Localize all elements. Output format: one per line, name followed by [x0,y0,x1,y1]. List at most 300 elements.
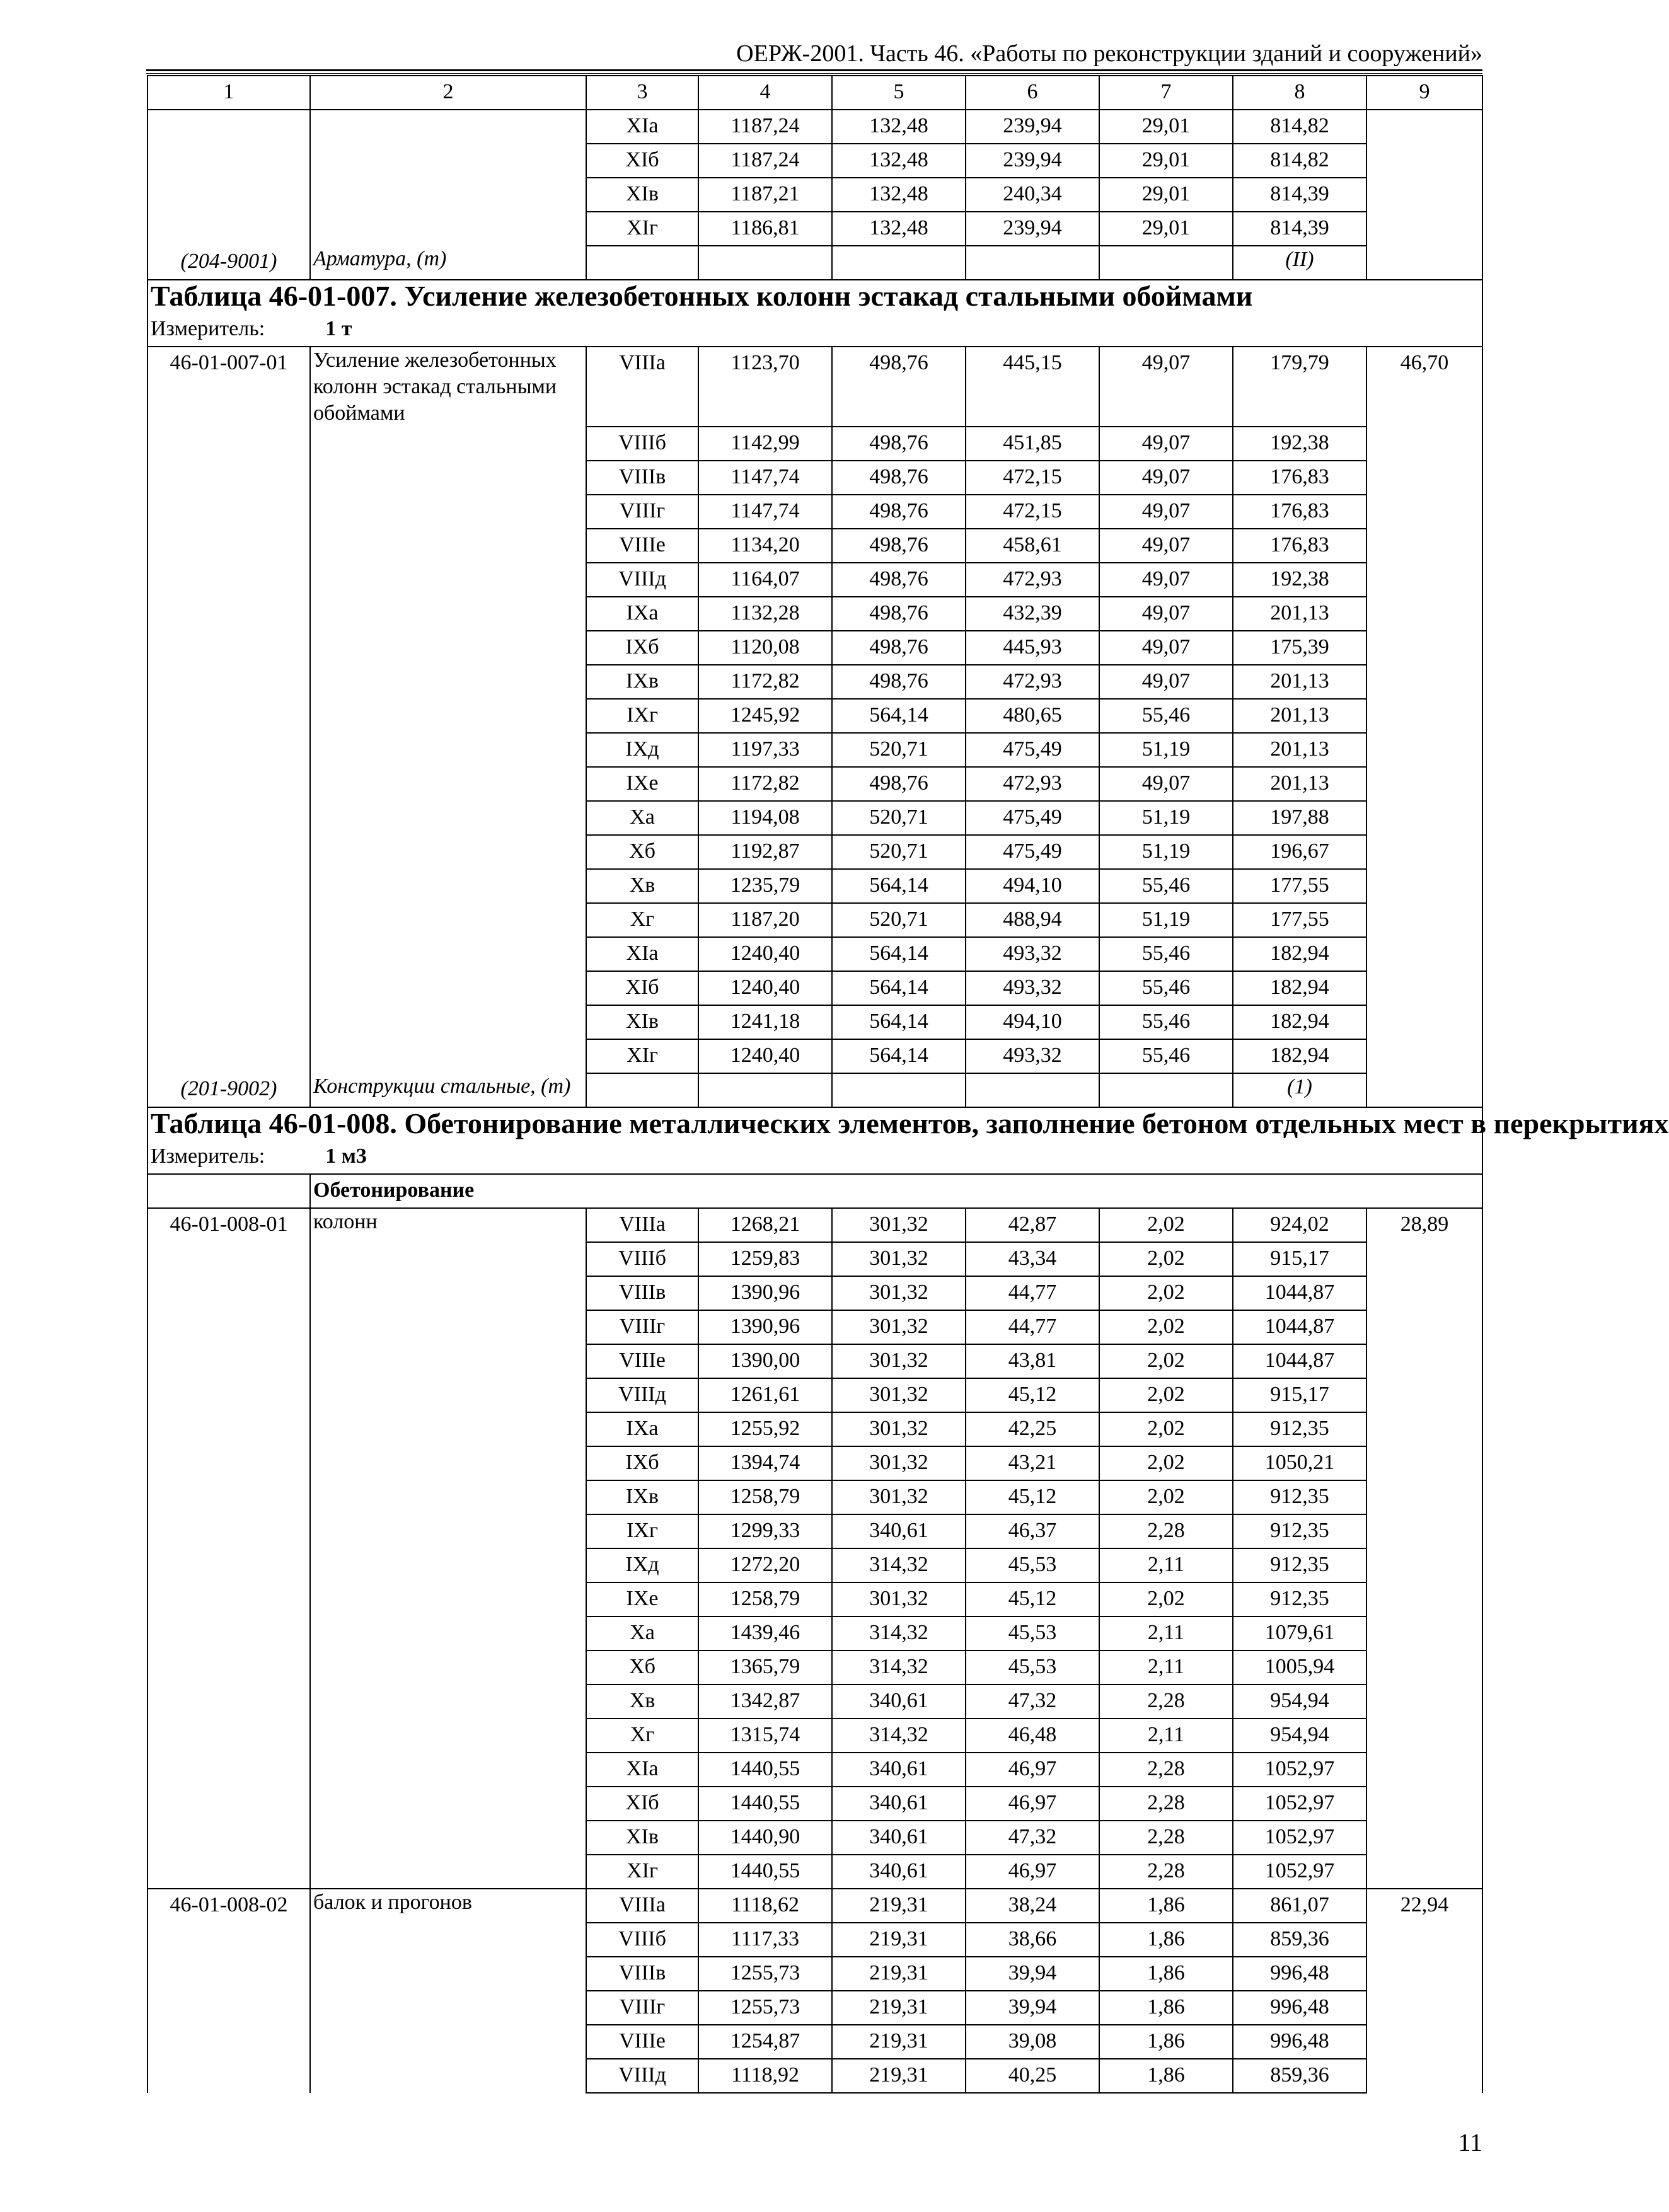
price-value: 2,28 [1099,1685,1233,1719]
empty-cell [1366,903,1482,937]
price-value: 1052,97 [1233,1821,1366,1855]
price-value: 239,94 [966,110,1099,144]
material-value: (II) [1233,246,1366,280]
empty-cell [147,631,310,665]
region-zone: VIIIа [586,1889,698,1923]
empty-cell [310,1005,586,1039]
rate-row [147,1787,1482,1821]
region-zone: IXб [586,1446,698,1480]
price-value: 445,15 [966,347,1099,427]
price-value: 2,28 [1099,1821,1233,1855]
price-value: 493,32 [966,937,1099,971]
price-value: 201,13 [1233,733,1366,767]
empty-cell [1366,937,1482,971]
price-value: 46,97 [966,1787,1099,1821]
price-value: 472,93 [966,563,1099,597]
region-zone: IXг [586,699,698,733]
empty-cell [832,246,966,280]
price-value: 201,13 [1233,767,1366,801]
empty-cell [1366,971,1482,1005]
price-value: 458,61 [966,529,1099,563]
rate-row [147,347,1482,427]
empty-cell [310,1039,586,1073]
empty-cell [310,597,586,631]
price-value: 219,31 [832,1991,966,2025]
price-value: 176,83 [1233,495,1366,529]
price-value: 1255,73 [698,1991,832,2025]
price-value: 1,86 [1099,1889,1233,1923]
price-value: 912,35 [1233,1548,1366,1582]
col-number: 4 [698,76,832,110]
price-value: 38,24 [966,1889,1099,1923]
price-value: 1241,18 [698,1005,832,1039]
empty-cell [310,1685,586,1719]
region-zone: VIIIе [586,1344,698,1378]
empty-cell [1366,1480,1482,1514]
region-zone: XIв [586,1821,698,1855]
price-value: 49,07 [1099,767,1233,801]
price-value: 39,08 [966,2025,1099,2059]
price-value: 301,32 [832,1242,966,1276]
empty-cell [1366,529,1482,563]
price-value: 1050,21 [1233,1446,1366,1480]
empty-cell [310,1923,586,1957]
price-value: 475,49 [966,835,1099,869]
empty-cell [1366,1005,1482,1039]
empty-cell [310,529,586,563]
rate-row [147,1719,1482,1753]
price-value: 564,14 [832,869,966,903]
price-value: 182,94 [1233,1039,1366,1073]
header-rule [146,69,1482,71]
price-value: 219,31 [832,2059,966,2093]
price-value: 1394,74 [698,1446,832,1480]
rate-row [147,903,1482,937]
price-value: 132,48 [832,144,966,178]
price-value: 29,01 [1099,144,1233,178]
empty-cell [310,1787,586,1821]
price-value: 301,32 [832,1310,966,1344]
price-value: 51,19 [1099,733,1233,767]
rate-row [147,699,1482,733]
price-value: 1390,00 [698,1344,832,1378]
price-value: 49,07 [1099,427,1233,461]
price-value: 201,13 [1233,597,1366,631]
empty-cell [147,1787,310,1821]
price-value: 472,93 [966,665,1099,699]
price-value: 45,53 [966,1616,1099,1650]
position-name: Усиление железобетонных колонн эстакад стальными обоймами [310,347,586,427]
price-value: 520,71 [832,903,966,937]
price-value: 197,88 [1233,801,1366,835]
price-value: 132,48 [832,178,966,212]
empty-cell [147,699,310,733]
price-value: 1440,55 [698,1855,832,1889]
price-value: 1,86 [1099,2025,1233,2059]
empty-cell [147,1616,310,1650]
price-value: 1299,33 [698,1514,832,1548]
empty-cell [310,1378,586,1412]
price-value: 1255,73 [698,1957,832,1991]
empty-cell [147,1514,310,1548]
empty-cell [698,1073,832,1107]
region-zone: IXа [586,597,698,631]
empty-cell [310,144,586,178]
price-value: 29,01 [1099,178,1233,212]
empty-cell [1366,1276,1482,1310]
price-value: 55,46 [1099,869,1233,903]
price-value: 49,07 [1099,347,1233,427]
price-value: 493,32 [966,1039,1099,1073]
region-zone: IXе [586,767,698,801]
empty-cell [147,1719,310,1753]
empty-cell [147,144,310,178]
material-name: Конструкции стальные, (т) [310,1073,586,1107]
price-value: 861,07 [1233,1889,1366,1923]
empty-cell [1366,1446,1482,1480]
price-value: 29,01 [1099,110,1233,144]
price-value: 1187,24 [698,144,832,178]
header-rule-thin [146,73,1482,74]
empty-cell [147,1039,310,1073]
price-value: 1005,94 [1233,1650,1366,1685]
empty-cell [310,1446,586,1480]
rate-row [147,178,1482,212]
price-value: 924,02 [1233,1208,1366,1242]
price-value: 46,97 [966,1753,1099,1787]
empty-cell [698,246,832,280]
price-value: 1120,08 [698,631,832,665]
price-value: 43,21 [966,1446,1099,1480]
empty-cell [147,1344,310,1378]
price-value: 475,49 [966,801,1099,835]
empty-cell [310,1242,586,1276]
price-value: 314,32 [832,1616,966,1650]
empty-cell [147,178,310,212]
empty-cell [1366,597,1482,631]
price-value: 47,32 [966,1685,1099,1719]
price-value: 301,32 [832,1582,966,1616]
empty-cell [310,461,586,495]
rate-row [147,1821,1482,1855]
price-value: 49,07 [1099,597,1233,631]
region-zone: XIв [586,1005,698,1039]
price-value: 814,82 [1233,110,1366,144]
empty-cell [1366,1787,1482,1821]
price-value: 2,02 [1099,1378,1233,1412]
rate-row [147,1242,1482,1276]
rate-row [147,461,1482,495]
price-value: 1117,33 [698,1923,832,1957]
empty-cell [1366,1039,1482,1073]
price-value: 1,86 [1099,1923,1233,1957]
price-value: 564,14 [832,1039,966,1073]
price-value: 49,07 [1099,631,1233,665]
empty-cell [310,1310,586,1344]
col-number: 3 [586,76,698,110]
empty-cell [147,427,310,461]
price-value: 45,53 [966,1548,1099,1582]
measure-cell [147,1141,1482,1174]
price-value: 1147,74 [698,461,832,495]
empty-cell [310,1821,586,1855]
price-value: 177,55 [1233,869,1366,903]
price-value: 201,13 [1233,665,1366,699]
rate-row [147,495,1482,529]
region-zone: VIIIб [586,1923,698,1957]
empty-cell [310,665,586,699]
empty-cell [310,1753,586,1787]
rate-row [147,869,1482,903]
price-value: 1187,24 [698,110,832,144]
rates-table [147,75,1669,2094]
empty-cell [1366,495,1482,529]
price-value: 176,83 [1233,529,1366,563]
empty-cell [1366,767,1482,801]
price-value: 498,76 [832,461,966,495]
empty-cell [1366,699,1482,733]
price-value: 49,07 [1099,529,1233,563]
region-zone: XIб [586,144,698,178]
price-value: 240,34 [966,178,1099,212]
price-value: 1342,87 [698,1685,832,1719]
price-value: 1172,82 [698,767,832,801]
price-value: 182,94 [1233,971,1366,1005]
empty-cell [310,631,586,665]
empty-cell [966,246,1099,280]
empty-cell [147,1753,310,1787]
region-zone: VIIIд [586,1378,698,1412]
empty-cell [310,1480,586,1514]
price-value: 1123,70 [698,347,832,427]
subheading: Обетонирование [310,1174,1482,1208]
position-name: балок и прогонов [310,1889,586,1923]
empty-cell [310,1276,586,1310]
price-value: 1132,28 [698,597,832,631]
price-value: 1440,55 [698,1753,832,1787]
price-value: 1164,07 [698,563,832,597]
measure-value: 1 м3 [325,1144,367,1168]
price-value: 1187,21 [698,178,832,212]
empty-cell [147,971,310,1005]
price-value: 2,11 [1099,1616,1233,1650]
rate-row [147,1310,1482,1344]
empty-cell [310,801,586,835]
price-value: 1172,82 [698,665,832,699]
rate-row [147,2025,1482,2059]
price-value: 55,46 [1099,971,1233,1005]
empty-cell [966,1073,1099,1107]
empty-cell [147,529,310,563]
rate-row [147,1276,1482,1310]
price-value: 2,11 [1099,1650,1233,1685]
price-value: 498,76 [832,767,966,801]
measure-value: 1 т [325,317,352,340]
rate-row [147,1650,1482,1685]
empty-cell [1366,2059,1482,2093]
region-zone: VIIIе [586,529,698,563]
price-value: 45,12 [966,1480,1099,1514]
price-value: 45,53 [966,1650,1099,1685]
price-value: 451,85 [966,427,1099,461]
price-value: 132,48 [832,110,966,144]
price-value: 1259,83 [698,1242,832,1276]
empty-cell [310,1412,586,1446]
price-value: 475,49 [966,733,1099,767]
table-title: Таблица 46-01-007. Усиление железобетонных колонн эстакад стальными обоймами [147,280,1482,313]
table-title: Таблица 46-01-008. Обетонирование металлических элементов, заполнение бетоном отдельных мест в перекрытиях [147,1107,1482,1141]
empty-cell [1366,461,1482,495]
price-value: 2,02 [1099,1310,1233,1344]
empty-cell [310,1582,586,1616]
empty-cell [1366,110,1482,144]
price-value: 859,36 [1233,1923,1366,1957]
price-value: 498,76 [832,427,966,461]
price-value: 1194,08 [698,801,832,835]
price-value: 1052,97 [1233,1753,1366,1787]
empty-cell [1366,801,1482,835]
price-value: 1255,92 [698,1412,832,1446]
price-value: 182,94 [1233,937,1366,971]
price-value: 1390,96 [698,1310,832,1344]
price-value: 1240,40 [698,1039,832,1073]
empty-cell [1366,427,1482,461]
empty-cell [310,1991,586,2025]
price-value: 1192,87 [698,835,832,869]
empty-cell [147,597,310,631]
material-row [147,1073,1482,1107]
empty-cell [147,869,310,903]
empty-cell [586,1073,698,1107]
empty-cell [147,835,310,869]
price-value: 201,13 [1233,699,1366,733]
empty-cell [147,767,310,801]
empty-cell [310,212,586,246]
price-value: 1390,96 [698,1276,832,1310]
rate-row [147,110,1482,144]
empty-cell [147,1412,310,1446]
price-value: 564,14 [832,1005,966,1039]
price-value: 520,71 [832,733,966,767]
empty-cell [147,1310,310,1344]
rate-row [147,801,1482,835]
price-value: 1118,92 [698,2059,832,2093]
price-value: 859,36 [1233,2059,1366,2093]
price-value: 219,31 [832,1957,966,1991]
region-zone: Xв [586,1685,698,1719]
rate-row [147,631,1482,665]
region-zone: VIIIв [586,461,698,495]
region-zone: XIг [586,1855,698,1889]
region-zone: IXд [586,1548,698,1582]
region-zone: XIг [586,1039,698,1073]
measure-label: Измеритель: [151,1144,265,1168]
empty-cell [1366,212,1482,246]
price-value: 45,12 [966,1378,1099,1412]
price-value: 912,35 [1233,1412,1366,1446]
price-value: 49,07 [1099,495,1233,529]
empty-cell [147,1582,310,1616]
price-value: 44,77 [966,1276,1099,1310]
rate-row [147,1923,1482,1957]
empty-cell [147,733,310,767]
price-value: 912,35 [1233,1480,1366,1514]
empty-cell [1366,665,1482,699]
empty-cell [147,903,310,937]
price-value: 314,32 [832,1650,966,1685]
price-value: 498,76 [832,495,966,529]
price-value: 43,81 [966,1344,1099,1378]
empty-cell [1366,2025,1482,2059]
price-value: 814,82 [1233,144,1366,178]
empty-cell [1366,631,1482,665]
col9-value: 46,70 [1366,347,1482,427]
price-value: 2,28 [1099,1787,1233,1821]
empty-cell [147,1242,310,1276]
price-value: 498,76 [832,529,966,563]
price-value: 1235,79 [698,869,832,903]
price-value: 2,28 [1099,1514,1233,1548]
empty-cell [310,1650,586,1685]
empty-cell [310,1616,586,1650]
col9-value: 28,89 [1366,1208,1482,1242]
price-value: 132,48 [832,212,966,246]
table-title-row [147,1107,1482,1141]
price-value: 301,32 [832,1344,966,1378]
empty-cell [147,2025,310,2059]
empty-cell [1366,1991,1482,2025]
empty-cell [1366,1344,1482,1378]
rate-row [147,733,1482,767]
price-value: 1134,20 [698,529,832,563]
price-value: 177,55 [1233,903,1366,937]
empty-cell [1366,1753,1482,1787]
rate-row [147,1446,1482,1480]
rate-row [147,563,1482,597]
price-value: 1365,79 [698,1650,832,1685]
price-value: 1240,40 [698,971,832,1005]
rate-row [147,1582,1482,1616]
rate-row [147,597,1482,631]
measure-row [147,1141,1482,1174]
price-value: 1315,74 [698,1719,832,1753]
col-number: 1 [147,76,310,110]
empty-cell [310,835,586,869]
price-value: 55,46 [1099,1005,1233,1039]
price-value: 46,37 [966,1514,1099,1548]
price-value: 1439,46 [698,1616,832,1650]
rate-row [147,529,1482,563]
price-value: 2,02 [1099,1208,1233,1242]
price-value: 498,76 [832,665,966,699]
price-value: 46,48 [966,1719,1099,1753]
empty-cell [147,1005,310,1039]
empty-cell [832,1073,966,1107]
price-value: 219,31 [832,1923,966,1957]
price-value: 29,01 [1099,212,1233,246]
empty-cell [310,971,586,1005]
rate-row [147,2059,1482,2093]
price-value: 493,32 [966,971,1099,1005]
rate-row [147,1991,1482,2025]
price-value: 494,10 [966,869,1099,903]
col-number: 6 [966,76,1099,110]
price-value: 192,38 [1233,563,1366,597]
rate-row [147,1378,1482,1412]
region-zone: VIIIв [586,1957,698,1991]
price-value: 1440,90 [698,1821,832,1855]
price-value: 192,38 [1233,427,1366,461]
